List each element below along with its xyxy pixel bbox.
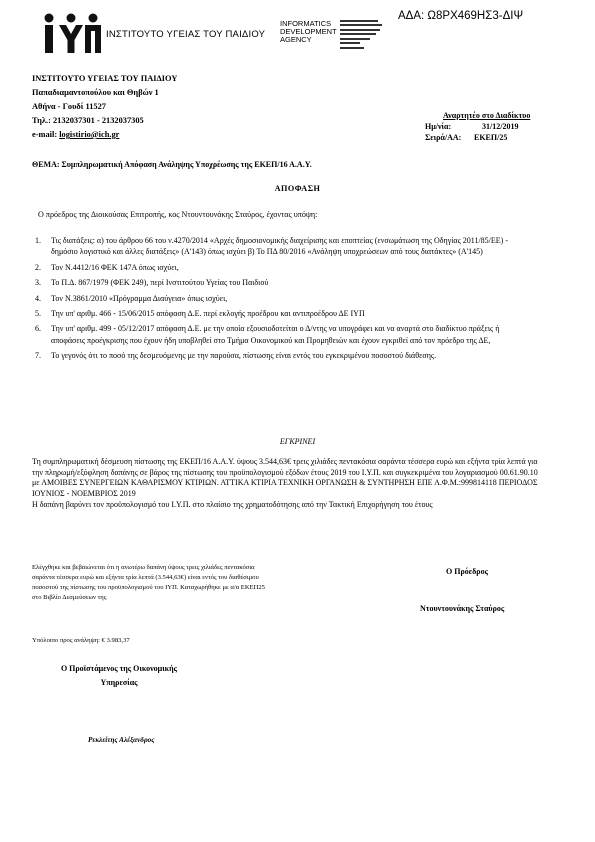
item-text: Το γεγονός ότι το ποσό της δεσμευόμενης με την παρούσα, πίστωσης είναι εντός του εγκεκριμένου ποσοστού διάθεσης.	[51, 351, 437, 361]
item-number: 5.	[35, 309, 41, 319]
ida-line: AGENCY	[280, 34, 312, 44]
date-value: 31/12/2019	[482, 122, 519, 131]
ida-logo	[280, 20, 337, 43]
email-row	[32, 128, 177, 142]
series-value: ΕΚΕΠ/25	[474, 133, 508, 142]
list-item	[35, 308, 525, 319]
email-link[interactable]: logistirio@ich.gr	[59, 130, 120, 139]
ida-logo-fineprint	[340, 20, 382, 51]
list-item	[35, 262, 525, 273]
city: Αθήνα - Γουδί 11527	[32, 102, 106, 111]
commitment-paragraph: Τη συμπληρωματική δέσμευση πίστωσης της ΕΚΕΠ/16 Α.Α.Υ. ύψους 3.544,63€ τρεις χιλιάδες πεντακόσια σαράντα τέσσερα ευρώ και εξήντα τρία λεπτά για την πληρωμή/εξόφληση δαπάνης σε βάρος της πίστωσης του προϋπολογισμού εξόδων έτους 2019 του Ι.Υ.Π. και συγκεκριμένα του λογαριασμού 00.61.90.10 με ΑΜΟΙΒΕΣ ΣΥΝΕΡΓΕΙΩΝ ΚΑΘΑΡΙΣΜΟΥ ΚΤΙΡΙΩΝ. ΑΤΤΙΚΑ ΚΤΙΡΙΑ ΤΕΧΝΙΚΗ ΟΡΓΑΝΩΣΗ & ΣΥΝΤΗΡΗΣΗ ΕΠΕ Α.Φ.Μ.:999814118 ΠΕΡΙΟΔΟΣ ΙΟΥΝΙΟΣ - ΝΟΕΜΒΡΙΟΣ 2019	[32, 457, 538, 499]
ida-line: INFORMATICS	[280, 19, 332, 28]
certification-text: Ελέγχθηκε και βεβαιώνεται ότι η ανωτέρω δαπάνη ύψους τρεις χιλιάδες πεντακόσια σαράντα τέσσερα ευρώ και εξήντα τρία λεπτά (3.544,63€) είναι εντός του διαθέσιμου ποσοστού της πίστωσης του προϋπολογισμού του ΙΥΠ. Καταχωρήθηκε με α/α ΕΚΕΠ25 στο Βιβλίο Δεσμεύσεων της	[32, 564, 265, 601]
item-number: 2.	[35, 262, 41, 272]
post-online-label: Αναρτητέο στο Διαδίκτυο	[443, 111, 531, 120]
list-item	[35, 293, 525, 304]
org-name: ΙΝΣΤΙΤΟΥΤΟ ΥΓΕΙΑΣ ΤΟΥ ΠΑΙΔΙΟΥ	[32, 74, 178, 83]
item-number: 3.	[35, 278, 41, 288]
list-item	[35, 350, 525, 361]
item-text: Την υπ' αριθμ. 466 - 15/06/2015 απόφαση Δ.Ε. περί εκλογής προέδρου και αντιπροέδρου ΔΕ ΙΥΠ	[51, 309, 365, 319]
funding-paragraph: Η δαπάνη βαρύνει τον προϋπολογισμό του Ι.Υ.Π. στο πλαίσιο της χρηματοδότησης από την Τακτική Επιχορήγηση του έτους	[32, 499, 433, 509]
item-text: Το Π.Δ. 867/1979 (ΦΕΚ 249), περί Ινστιτούτου Υγείας του Παιδιού	[51, 278, 269, 288]
decision-body	[32, 457, 540, 511]
ida-line: DEVELOPMENT	[280, 26, 337, 36]
item-text: Τον Ν.4412/16 ΦΕΚ 147Α όπως ισχύει,	[51, 262, 179, 272]
address-block	[32, 72, 177, 142]
president-name: Ντουντουνάκης Σταύρος	[420, 604, 505, 613]
subject: ΘΕΜΑ: Συμπληρωματική Απόφαση Ανάληψης Υποχρέωσης της ΕΚΕΠ/16 Α.Α.Υ.	[32, 160, 312, 169]
finance-head-line-1: Ο Προϊστάμενος της Οικονομικής	[60, 664, 178, 673]
approves-heading: ΕΓΚΡΙΝΕΙ	[279, 437, 316, 446]
logo-institute-text: ΙΝΣΤΙΤΟΥΤΟ ΥΓΕΙΑΣ ΤΟΥ ΠΑΙΔΙΟΥ	[106, 29, 266, 40]
considerations-list	[35, 235, 525, 366]
item-number: 7.	[35, 351, 41, 361]
item-text: Την υπ' αριθμ. 499 - 05/12/2017 απόφαση Δ.Ε. με την οποία εξουσιοδοτείται ο Δ/ντης να υπογράφει και να αναρτά στο διαδίκτυο πράξεις ή αποφάσεις προέγκρισης που έχουν ήδη υποβληθεί στο Τμήμα Οικονομικού και Προμηθειών και έχουν εγκριθεί από τον πρόεδρο της ΔΕ,	[51, 324, 500, 345]
item-text: Τον Ν.3861/2010 «Πρόγραμμα Διαύγεια» όπως ισχύει,	[51, 293, 228, 303]
date-label: Ημ/νία:	[425, 122, 452, 131]
intro-text: Ο πρόεδρος της Διοικούσας Επιτροπής, κος Ντουντουνάκης Σταύρος, έχοντας υπόψη:	[38, 210, 318, 219]
item-number: 6.	[35, 324, 41, 334]
list-item	[35, 323, 525, 346]
item-number: 1.	[35, 236, 41, 245]
decision-title: ΑΠΟΦΑΣΗ	[274, 184, 321, 193]
finance-head-line-2: Υπηρεσίας	[100, 678, 138, 687]
email-label: e-mail:	[32, 130, 58, 139]
reference-block	[425, 110, 530, 143]
finance-head-name: Ρεκλείτης Αλέξανδρος	[88, 736, 155, 744]
finance-head-title	[54, 662, 184, 690]
item-number: 4.	[35, 293, 41, 303]
iyp-logo	[40, 12, 102, 54]
series-label: Σειρά/ΑΑ:	[425, 133, 462, 142]
ada-code: ΑΔΑ: Ω8ΡΧ469ΗΣ3-ΔΙΨ	[398, 10, 524, 22]
phone: Τηλ.: 2132037301 - 2132037305	[32, 116, 144, 125]
street: Παπαδιαμαντοπούλου και Θηβών 1	[32, 88, 159, 97]
list-item	[35, 235, 525, 258]
remaining-balance: Υπόλοιπο προς ανάληψη: € 3.983,37	[32, 637, 130, 644]
list-item	[35, 277, 525, 288]
item-text: Τις διατάξεις: α) του άρθρου 66 του ν.4270/2014 «Αρχές δημοσιονομικής διαχείρισης και εποπτείας (ενσωμάτωση της Οδηγίας 2011/85/ΕΕ) - δημόσιο λογιστικό και άλλες διατάξεις» (Α'143) όπως ισχύει β) Το ΠΔ 80/2016 «Ανάληψη υποχρεώσεων από τους διατάκτες» (Α'145)	[51, 236, 509, 257]
president-title: Ο Πρόεδρος	[446, 567, 488, 576]
